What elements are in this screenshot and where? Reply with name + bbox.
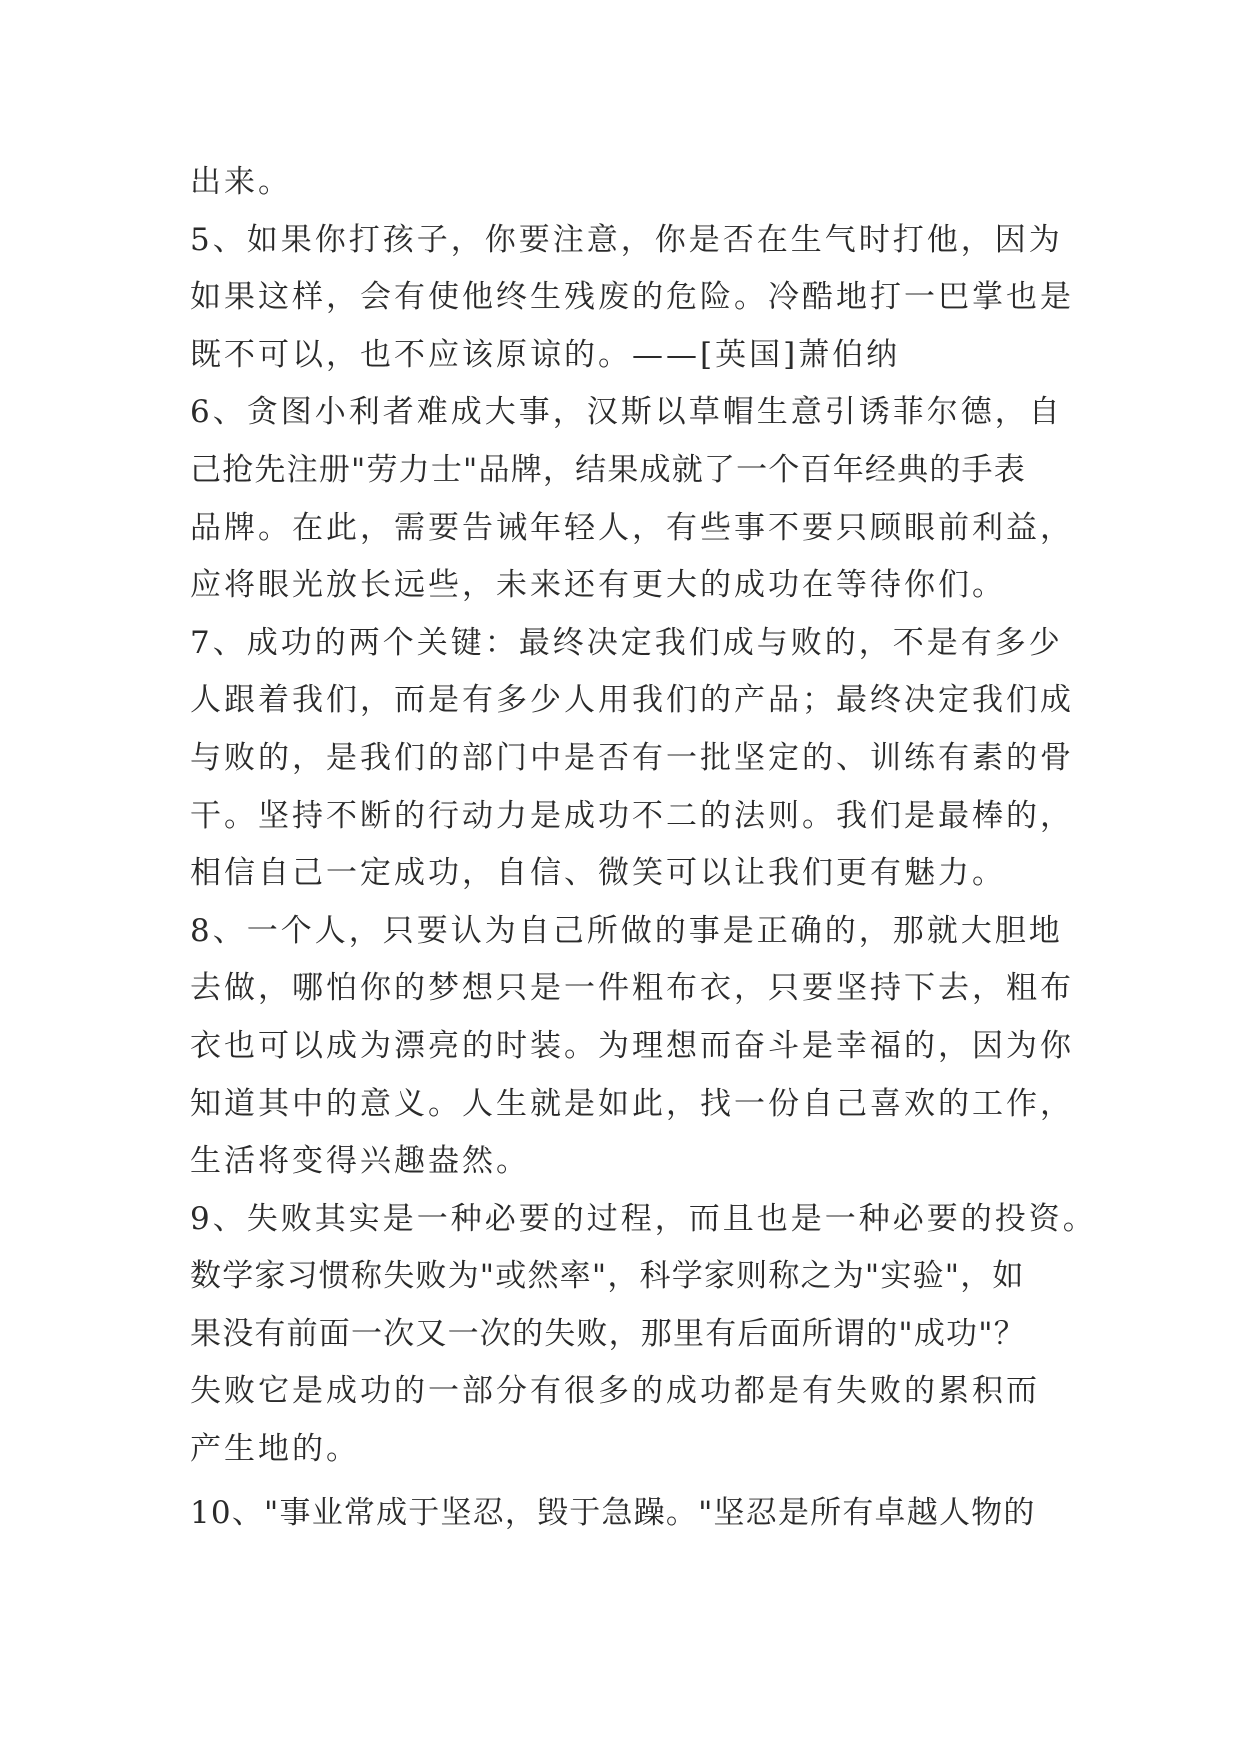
text-line: 8、一个人，只要认为自己所做的事是正确的，那就大胆地	[190, 912, 1063, 949]
text-line: 失败它是成功的一部分有很多的成功都是有失败的累积而	[190, 1373, 1040, 1410]
text-line: 知道其中的意义。人生就是如此，找一份自己喜欢的工作，	[190, 1085, 1074, 1122]
text-line: 人跟着我们，而是有多少人用我们的产品；最终决定我们成	[190, 682, 1074, 719]
text-line: 6、贪图小利者难成大事，汉斯以草帽生意引诱菲尔德，自	[190, 394, 1063, 431]
text-line: 如果这样，会有使他终生残废的危险。冷酷地打一巴掌也是	[190, 279, 1074, 316]
text-line: 10、"事业常成于坚忍，毁于急躁。"坚忍是所有卓越人物的	[190, 1494, 1036, 1531]
text-line: 相信自己一定成功，自信、微笑可以让我们更有魅力。	[190, 855, 1006, 892]
text-line: 衣也可以成为漂亮的时装。为理想而奋斗是幸福的，因为你	[190, 1027, 1074, 1064]
text-line: 产生地的。	[190, 1431, 360, 1468]
text-line: 出来。	[190, 164, 292, 200]
text-line: 既不可以，也不应该原谅的。——[英国]萧伯纳	[190, 336, 901, 373]
text-line: 品牌。在此，需要告诫年轻人，有些事不要只顾眼前利益，	[190, 509, 1074, 546]
text-line: 果没有前面一次又一次的失败，那里有后面所谓的"成功"？	[190, 1315, 1026, 1352]
text-line: 应将眼光放长远些，未来还有更大的成功在等待你们。	[190, 567, 1006, 604]
text-line: 己抢先注册"劳力士"品牌，结果成就了一个百年经典的手表	[190, 451, 1026, 488]
text-line: 去做，哪怕你的梦想只是一件粗布衣，只要坚持下去，粗布	[190, 970, 1074, 1007]
document-body	[190, 154, 1097, 1542]
text-line: 生活将变得兴趣盎然。	[190, 1143, 530, 1180]
text-line: 与败的，是我们的部门中是否有一批坚定的、训练有素的骨	[190, 739, 1074, 776]
text-line: 干。坚持不断的行动力是成功不二的法则。我们是最棒的，	[190, 797, 1074, 834]
text-line: 5、如果你打孩子，你要注意，你是否在生气时打他，因为	[190, 221, 1063, 258]
text-line: 7、成功的两个关键：最终决定我们成与败的，不是有多少	[190, 624, 1063, 661]
text-line: 9、失败其实是一种必要的过程，而且也是一种必要的投资。	[190, 1200, 1097, 1237]
text-line: 数学家习惯称失败为"或然率"，科学家则称之为"实验"，如	[190, 1258, 1025, 1295]
